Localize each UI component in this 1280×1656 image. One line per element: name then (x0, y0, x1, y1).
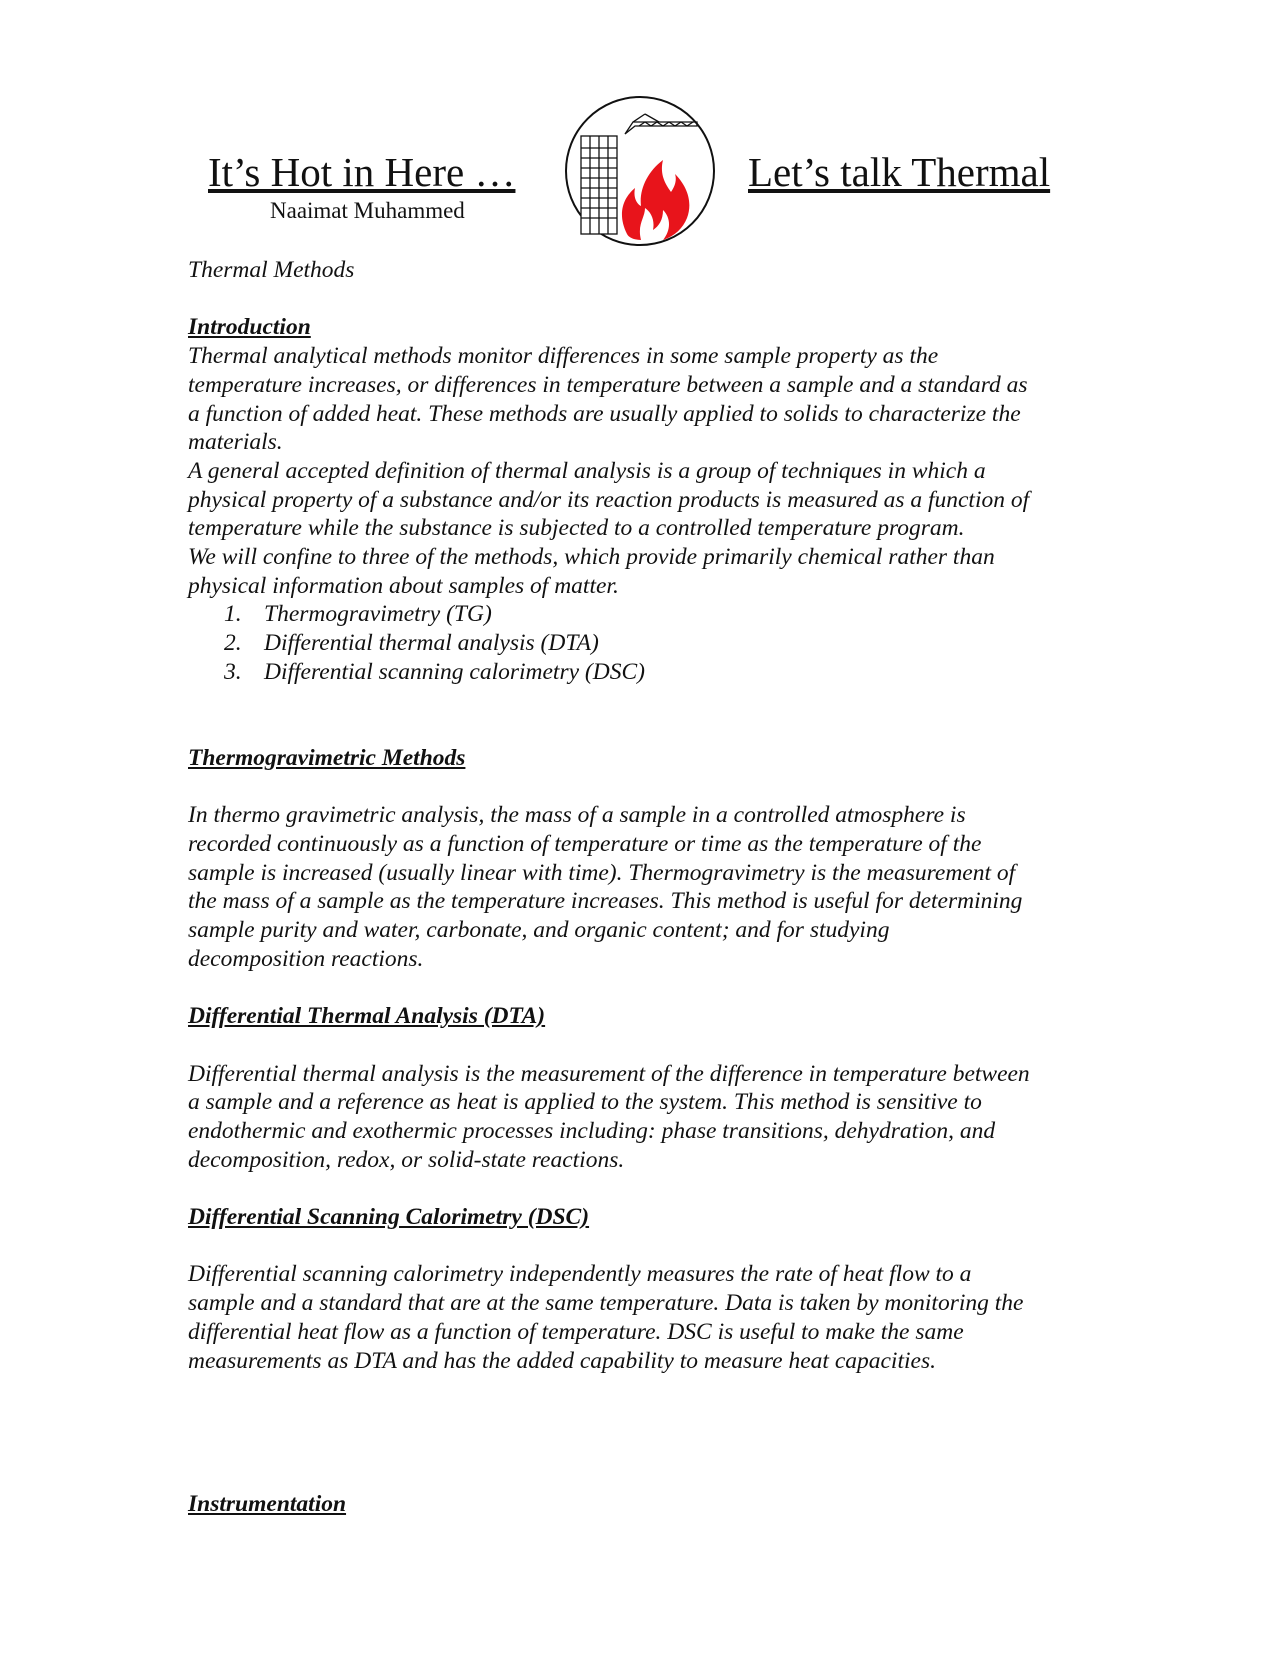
heading-dsc: Differential Scanning Calorimetry (DSC) (188, 1204, 590, 1231)
intro-line: a function of added heat. These methods are usually applied to solids to characterize the (188, 400, 1021, 427)
dsc-line: sample and a standard that are at the same temperature. Data is taken by monitoring the (188, 1290, 1024, 1317)
building-fire-logo-icon (563, 94, 717, 248)
dta-line: a sample and a reference as heat is applied to the system. This method is sensitive to (188, 1089, 982, 1116)
page-subtitle-right: Let’s talk Thermal (748, 149, 1051, 195)
list-item (224, 629, 1108, 658)
intro-line: physical information about samples of matter. (188, 572, 619, 599)
list-text: Thermogravimetry (TG) (264, 601, 492, 628)
tg-line: recorded continuously as a function of temperature or time as the temperature of the (188, 831, 982, 857)
intro-line: Thermal analytical methods monitor differences in some sample property as the (188, 343, 939, 370)
list-text: Differential scanning calorimetry (DSC) (264, 658, 645, 685)
page-title: It’s Hot in Here … (208, 149, 516, 195)
document-body (188, 256, 1108, 1519)
heading-dta: Differential Thermal Analysis (DTA) (188, 1003, 546, 1030)
list-number: 2. (224, 630, 242, 657)
dta-line: endothermic and exothermic processes including: phase transitions, dehydration, and (188, 1118, 996, 1144)
intro-line: A general accepted definition of thermal analysis is a group of techniques in which a (188, 457, 986, 484)
dsc-line: measurements as DTA and has the added capability to measure heat capacities. (188, 1347, 936, 1374)
dta-line: Differential thermal analysis is the measurement of the difference in temperature between (188, 1060, 1030, 1087)
heading-introduction: Introduction (188, 314, 311, 341)
header-left (208, 148, 538, 226)
tg-line: sample is increased (usually linear with time). Thermogravimetry is the measurement of (188, 859, 1016, 886)
methods-list (188, 600, 1108, 686)
intro-line: We will confine to three of the methods, which provide primarily chemical rather than (188, 544, 995, 571)
heading-thermogravimetric: Thermogravimetric Methods (188, 744, 466, 771)
dsc-line: Differential scanning calorimetry independently measures the rate of heat flow to a (188, 1261, 972, 1288)
list-number: 1. (224, 601, 242, 628)
section-subtitle: Thermal Methods (188, 257, 355, 283)
intro-line: temperature while the substance is subjected to a controlled temperature program. (188, 515, 965, 542)
tg-line: sample purity and water, carbonate, and organic content; and for studying (188, 917, 890, 944)
list-number: 3. (224, 658, 242, 685)
heading-instrumentation: Instrumentation (188, 1491, 347, 1518)
tg-line: decomposition reactions. (188, 945, 424, 972)
intro-line: physical property of a substance and/or its reaction products is measured as a function of (188, 486, 1030, 513)
dsc-line: differential heat flow as a function of temperature. DSC is useful to make the same (188, 1318, 964, 1345)
tg-line: the mass of a sample as the temperature increases. This method is useful for determining (188, 888, 1023, 915)
list-item (224, 658, 1108, 687)
list-text: Differential thermal analysis (DTA) (264, 630, 599, 657)
dta-line: decomposition, redox, or solid-state reactions. (188, 1146, 625, 1173)
intro-line: temperature increases, or differences in temperature between a sample and a standard as (188, 371, 1028, 398)
list-item (224, 600, 1108, 629)
intro-line: materials. (188, 429, 283, 456)
tg-line: In thermo gravimetric analysis, the mass of a sample in a controlled atmosphere is (188, 802, 966, 829)
author-name: Naaimat Muhammed (270, 198, 465, 223)
